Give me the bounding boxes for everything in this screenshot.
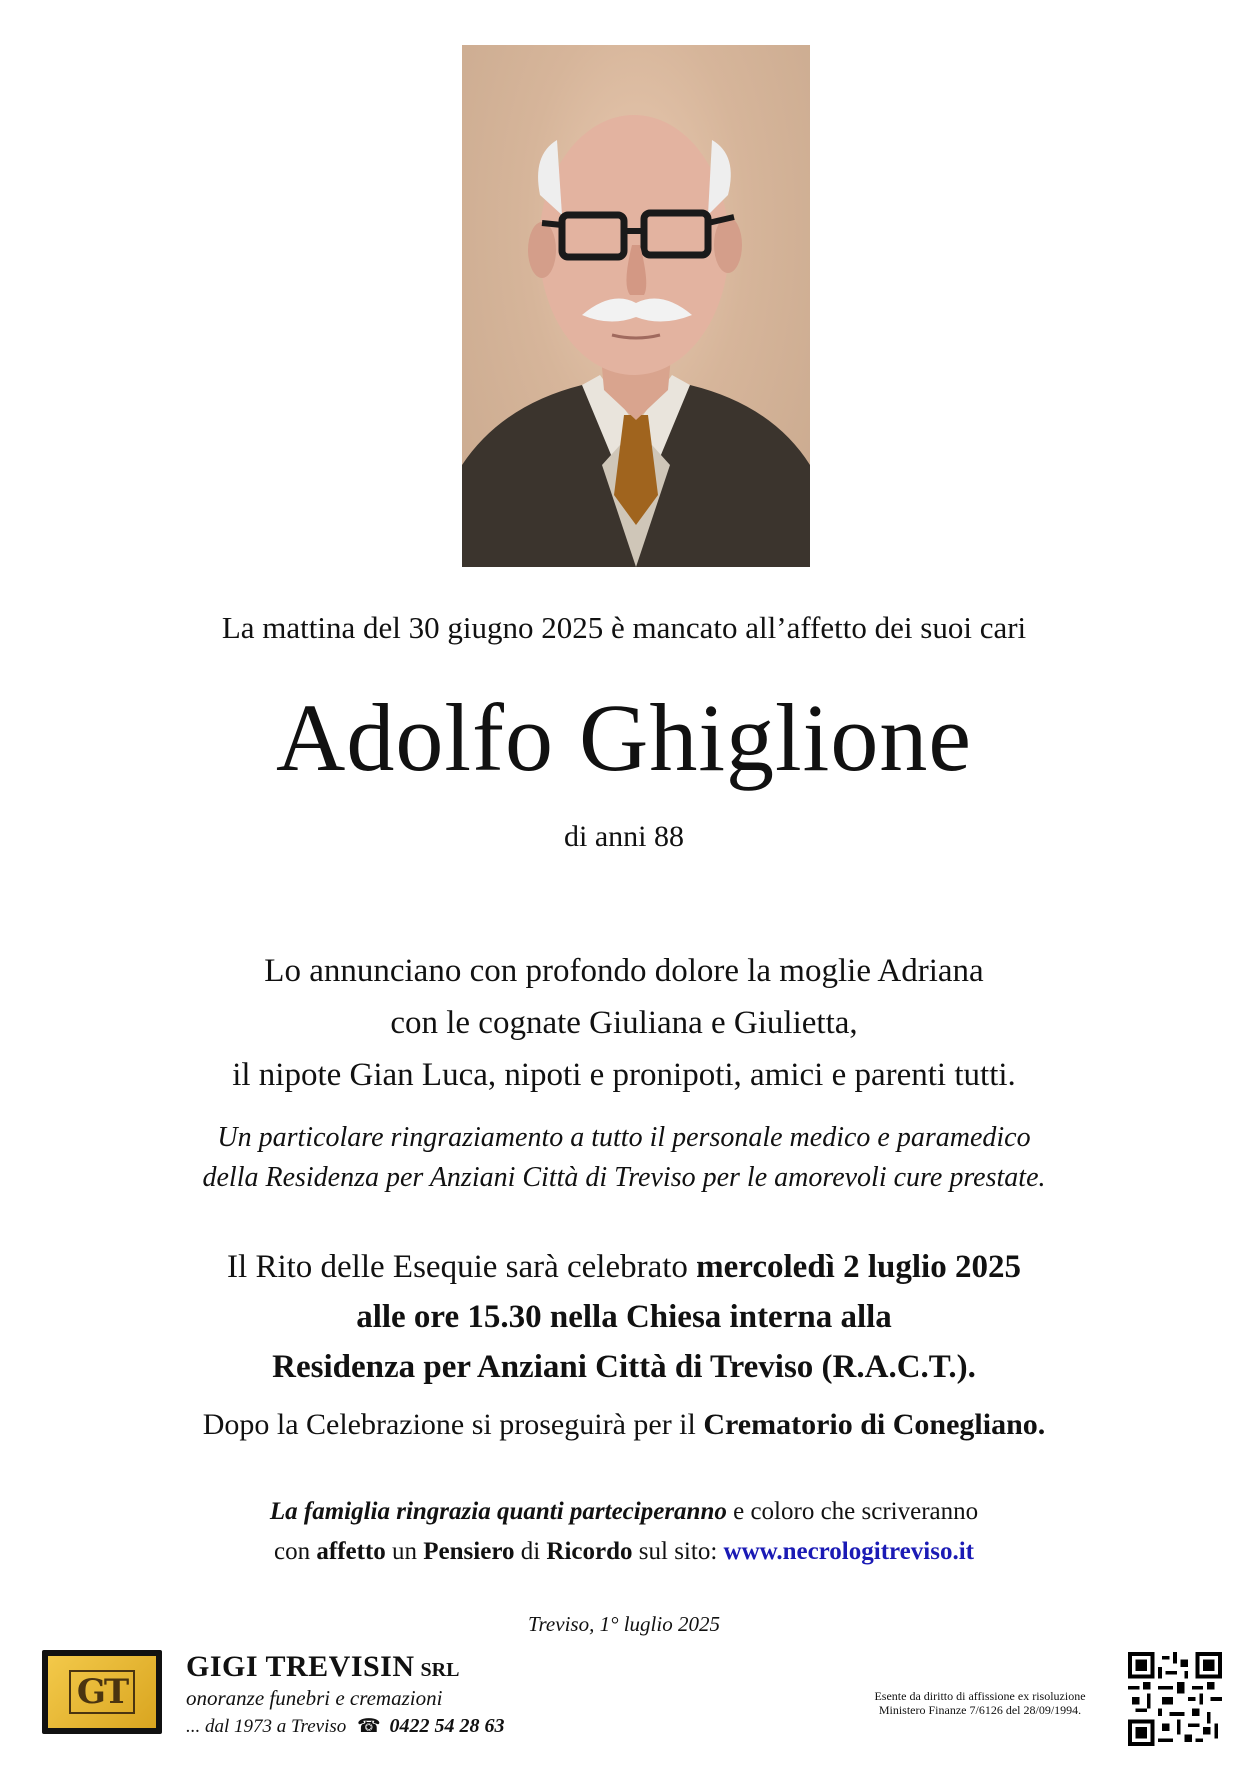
portrait-photo (462, 45, 810, 567)
deceased-name: Adolfo Ghiglione (276, 684, 972, 791)
qr-code-icon[interactable] (1128, 1652, 1222, 1746)
announcement-block (0, 945, 1248, 1101)
company-name: GIGI TREVISIN (186, 1650, 415, 1683)
text-un: un (385, 1538, 424, 1565)
after-text: Dopo la Celebrazione si proseguirà per il (202, 1408, 704, 1441)
intro-text: La mattina del 30 giugno 2025 è mancato all’affetto dei suoi cari (221, 610, 1027, 645)
telephone-icon: ☎ (357, 1716, 381, 1737)
website-link[interactable]: www.necrologitreviso.it (723, 1538, 974, 1565)
family-thanks (0, 1492, 1248, 1572)
funeral-date: mercoledì 2 luglio 2025 (696, 1249, 1021, 1285)
after-ceremony (0, 1408, 1248, 1442)
company-tagline: onoranze funebri e cremazioni (186, 1686, 443, 1710)
text-ricordo: Ricordo (546, 1538, 633, 1565)
announcement-line: Lo annunciano con profondo dolore la moglie Adriana (264, 953, 984, 989)
announcement-line: il nipote Gian Luca, nipoti e pronipoti, amici e parenti tutti. (232, 1057, 1016, 1093)
thanks-line: della Residenza per Anziani Città di Treviso per le amorevoli cure prestate. (202, 1162, 1046, 1193)
age-text: di anni 88 (564, 820, 684, 853)
company-since: ... dal 1973 a Treviso (186, 1716, 347, 1737)
family-thanks-emph: La famiglia ringrazia quanti parteciperanno (269, 1498, 727, 1525)
crematorium: Crematorio di Conegliano. (703, 1408, 1046, 1441)
dateline: Treviso, 1° luglio 2025 (528, 1612, 720, 1636)
text-di: di (514, 1538, 547, 1565)
text-affetto: affetto (316, 1538, 386, 1565)
text-sul-sito: sul sito: (632, 1538, 724, 1565)
tax-exemption-note (850, 1689, 1110, 1717)
family-thanks-rest: e coloro che scriveranno (726, 1498, 979, 1525)
funeral-venue: Residenza per Anziani Città di Treviso (R.A.C.T.). (272, 1349, 976, 1385)
company-logo (42, 1650, 162, 1734)
text-pensiero: Pensiero (423, 1538, 515, 1565)
thanks-block (0, 1118, 1248, 1198)
exemption-line: Esente da diritto di affissione ex risoluzione (874, 1689, 1086, 1703)
company-info (186, 1650, 504, 1738)
text-con: con (274, 1538, 317, 1565)
company-suffix: SRL (420, 1659, 460, 1681)
funeral-time-place: alle ore 15.30 nella Chiesa interna alla (356, 1299, 892, 1335)
funeral-details (0, 1242, 1248, 1392)
company-phone: 0422 54 28 63 (389, 1715, 505, 1737)
thanks-line: Un particolare ringraziamento a tutto il personale medico e paramedico (217, 1122, 1031, 1153)
announcement-line: con le cognate Giuliana e Giulietta, (390, 1005, 858, 1041)
funeral-line-1 (0, 1242, 1248, 1292)
logo-monogram: GT (69, 1670, 135, 1714)
exemption-line: Ministero Finanze 7/6126 del 28/09/1994. (878, 1703, 1082, 1717)
funeral-intro: Il Rito delle Esequie sarà celebrato (227, 1249, 697, 1285)
